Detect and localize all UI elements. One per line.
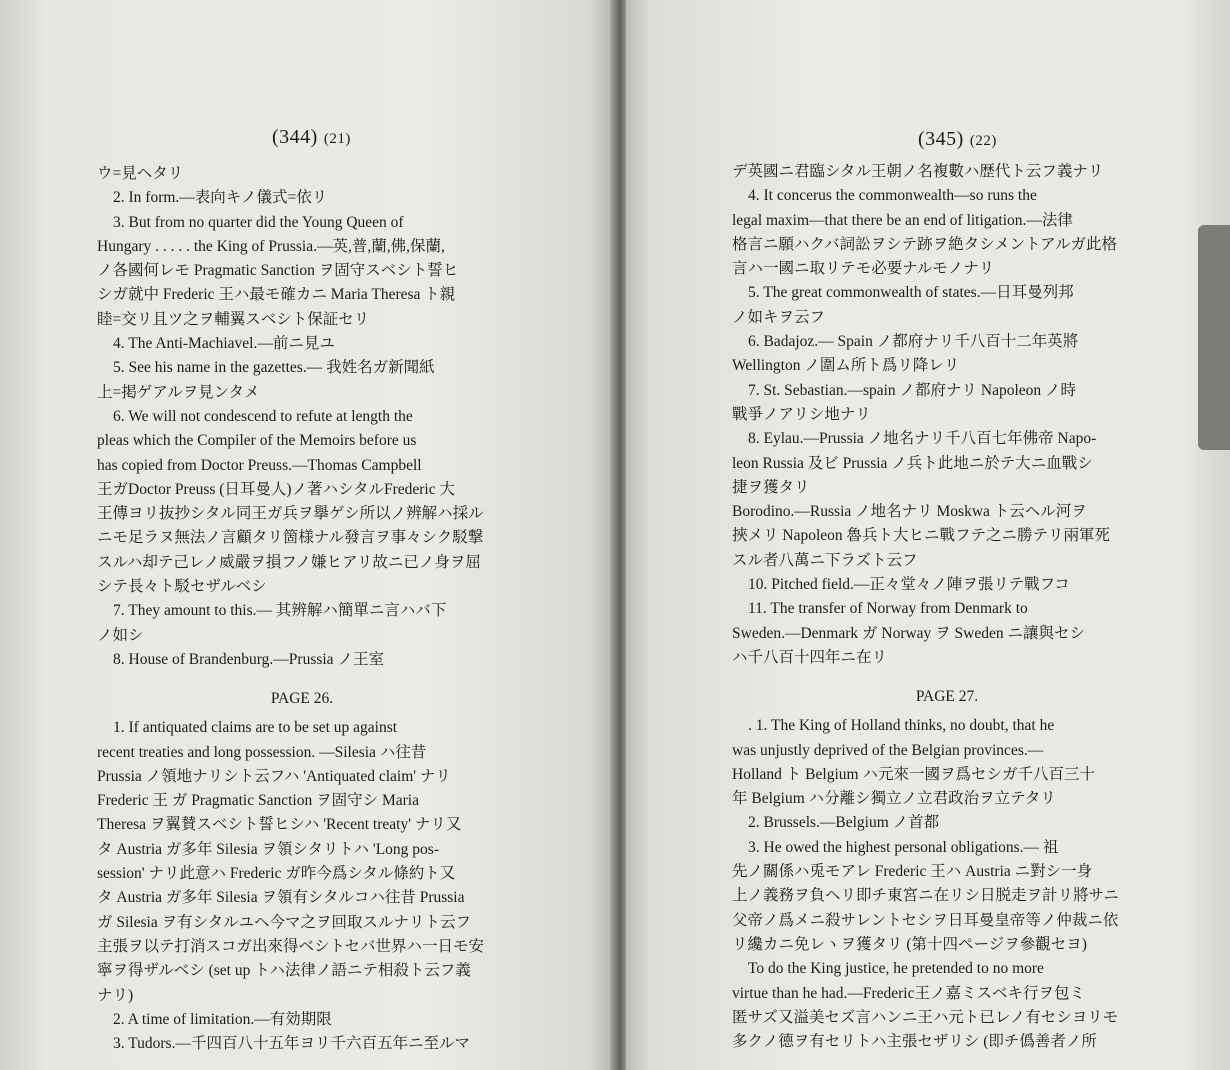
left-page-body [97, 162, 507, 1056]
text-line: 1. If antiquated claims are to be set up against [113, 719, 398, 737]
text-line: ノ如シ [97, 626, 144, 644]
text-line: 多クノ德ヲ有セリトハ主張セザリシ (即チ僞善者ノ所 [732, 1033, 1097, 1051]
text-line: 6. We will not condescend to refute at length the [113, 407, 413, 425]
right-page-number: (345) [918, 128, 964, 150]
right-binding-clip [1198, 225, 1230, 450]
text-line: ノ如キヲ云フ [732, 308, 826, 326]
text-line: Wellington ノ圍ム所ト爲リ降レリ [732, 357, 960, 375]
left-page [0, 0, 612, 1070]
left-page-number: (344) [272, 126, 318, 148]
text-line: シテ長々ト駁セザルベシ [97, 578, 267, 596]
text-line: 捷ヲ獲タリ [732, 478, 810, 496]
text-line: 4. It concerus the commonwealth—so runs the [748, 187, 1037, 205]
text-line: デ英國ニ君臨シタル王朝ノ名複數ハ歴代ト云フ義ナリ [732, 163, 1104, 180]
text-line: 2. In form.—表向キノ儀式=依リ [113, 189, 328, 207]
text-line: pleas which the Compiler of the Memoirs before us [97, 432, 417, 450]
text-line: 6. Badajoz.— Spain ノ都府ナリ千八百十二年英將 [748, 333, 1079, 351]
text-line: 4. The Anti-Machiavel.—前ニ見ユ [113, 335, 335, 353]
text-line: 格言ニ願ハクバ詞訟ヲシテ跡ヲ絶タシメントアルガ此格 [732, 235, 1118, 253]
right-page-subnumber: (22) [969, 133, 997, 149]
text-line: has copied from Doctor Preuss.—Thomas Campbell [97, 456, 422, 474]
text-line: recent treaties and long possession. —Silesia ハ往昔 [97, 743, 427, 761]
text-line: To do the King justice, he pretended to no more [748, 960, 1044, 978]
text-line: 7. They amount to this.— 其辨解ハ簡單ニ言ハバ下 [113, 602, 447, 620]
text-line: ハ千八百十四年ニ在リ [732, 648, 888, 666]
text-line: 主張ヲ以テ打消スコガ出來得ベシトセバ世界ハ一日モ安 [97, 937, 485, 955]
left-page-subnumber: (21) [323, 131, 351, 147]
section-spacer [732, 670, 1162, 680]
text-line: ニモ足ラヌ無法ノ言顧タリ箇様ナル發言ヲ事々シク駁撃 [97, 529, 484, 547]
text-line: 先ノ關係ハ兎モアレ Frederic 王ハ Austria ニ對シ一身 [732, 863, 1093, 881]
text-line: 父帝ノ爲メニ殺サレントセシヲ日耳曼皇帝等ノ仲裁ニ依 [732, 911, 1119, 929]
text-line: 上=掲ゲアルヲ見ンタメ [97, 383, 260, 401]
text-line: スル者八萬ニ下ラズト云フ [732, 551, 918, 569]
text-line: タ Austria ガ多年 Silesia ヲ領有シタルコハ往昔 Prussia [97, 889, 465, 907]
text-line: 挾メリ Napoleon 魯兵ト大ヒニ戰フテ之ニ勝テリ兩軍死 [732, 527, 1111, 545]
text-line: Borodino.—Russia ノ地名ナリ Moskwa ト云ヘル河ヲ [732, 503, 1087, 521]
text-line: ウ=見ヘタリ [97, 165, 184, 182]
text-line: リ纔カニ免レヽヲ獲タリ (第十四ページヲ參觀セヨ) [732, 935, 1087, 953]
text-line: session' ナリ此意ハ Frederic ガ昨今爲シタル條約ト又 [97, 865, 456, 883]
text-line: virtue than he had.—Frederic王ノ嘉ミスベキ行ヲ包ミ [732, 984, 1085, 1002]
text-line: 5. The great commonwealth of states.—日耳曼列邦 [748, 284, 1074, 302]
text-line: スルハ却テ己レノ威嚴ヲ損フノ嫌ヒアリ故ニ已ノ身ヲ屈 [97, 553, 481, 571]
text-line: Sweden.—Denmark ガ Norway ヲ Sweden ニ讓與セシ [732, 624, 1085, 642]
text-line: Prussia ノ領地ナリシト云フハ 'Antiquated claim' ナリ [97, 767, 451, 785]
text-line: タ Austria ガ多年 Silesia ヲ領シタリトハ 'Long pos- [97, 840, 439, 858]
text-line: ノ各國何レモ Pragmatic Sanction ヲ固守スベシト誓ヒ [97, 262, 459, 280]
text-line: 上ノ義務ヲ負ヘリ即チ東宮ニ在リシ日脱走ヲ計リ將サニ [732, 887, 1119, 905]
text-line: 寧ヲ得ザルベシ (set up トハ法律ノ語ニテ相殺ト云フ義 [97, 962, 471, 980]
text-line: 10. Pitched field.—正々堂々ノ陣ヲ張リテ戰フコ [748, 576, 1070, 594]
text-line: 戰爭ノアリシ地ナリ [732, 405, 871, 423]
section-heading: PAGE 26. [270, 690, 334, 708]
text-line: 2. Brussels.—Belgium ノ首都 [748, 814, 940, 832]
text-line: 11. The transfer of Norway from Denmark to [748, 600, 1028, 618]
right-page [626, 0, 1230, 1070]
text-line: 7. St. Sebastian.—spain ノ都府ナリ Napoleon ノ時 [748, 381, 1077, 399]
text-line: Theresa ヲ翼賛スベシト誓ヒシハ 'Recent treaty' ナリ又 [97, 816, 462, 834]
text-line: ガ Silesia ヲ有シタルユヘ今マ之ヲ回取スルナリト云フ [97, 913, 471, 931]
text-line: 3. But from no quarter did the Young Queen of [113, 213, 404, 231]
text-line: Holland ト Belgium ハ元來一國ヲ爲セシガ千八百三十 [732, 765, 1095, 783]
text-line: ナリ) [97, 986, 134, 1004]
text-line: 睦=交リ且ツ之ヲ輔翼スベシト保証セリ [97, 310, 370, 328]
right-page-body [732, 160, 1162, 1054]
section-spacer [97, 672, 507, 682]
text-line: 5. See his name in the gazettes.— 我姓名ガ新聞紙 [113, 359, 435, 377]
text-line: シガ就中 Frederic 王ハ最モ確カニ Maria Theresa ト親 [97, 286, 456, 304]
text-line: leon Russia 及ビ Prussia ノ兵ト此地ニ於テ大ニ血戰シ [732, 454, 1093, 472]
section-heading: PAGE 27. [915, 688, 979, 706]
text-line: 言ハ一國ニ取リテモ必要ナルモノナリ [732, 260, 995, 278]
text-line: 王傳ヨリ抜抄シタル同王ガ兵ヲ擧ゲシ所以ノ辨解ハ採ル [97, 505, 484, 523]
text-line: 王ガDoctor Preuss (日耳曼人)ノ著ハシタルFrederic 大 [97, 480, 455, 498]
text-line: 匿サズ又溢美セズ言ハンニ王ハ元ト已レノ有セシヨリモ [732, 1008, 1119, 1026]
text-line: 年 Belgium ハ分離シ獨立ノ立君政治ヲ立テタリ [732, 790, 1056, 808]
text-line: was unjustly deprived of the Belgian provinces.— [732, 741, 1044, 759]
text-line: 8. House of Brandenburg.—Prussia ノ王室 [113, 650, 384, 668]
text-line: Hungary . . . . . the King of Prussia.—英,普,蘭,佛,保蘭, [97, 237, 445, 255]
text-line: 3. He owed the highest personal obligations.— 祖 [748, 838, 1059, 856]
text-line: 3. Tudors.—千四百八十五年ヨリ千六百五年ニ至ルマ [113, 1035, 470, 1053]
text-line: legal maxim—that there be an end of litigation.—法律 [732, 211, 1073, 229]
left-page-header [272, 126, 351, 149]
text-line: 2. A time of limitation.—有効期限 [113, 1010, 332, 1028]
right-page-header [918, 128, 997, 151]
text-line: Frederic 王 ガ Pragmatic Sanction ヲ固守シ Maria [97, 792, 419, 810]
text-line: 8. Eylau.—Prussia ノ地名ナリ千八百七年佛帝 Napo- [748, 430, 1097, 448]
text-line: . 1. The King of Holland thinks, no doubt, that he [748, 717, 1055, 735]
